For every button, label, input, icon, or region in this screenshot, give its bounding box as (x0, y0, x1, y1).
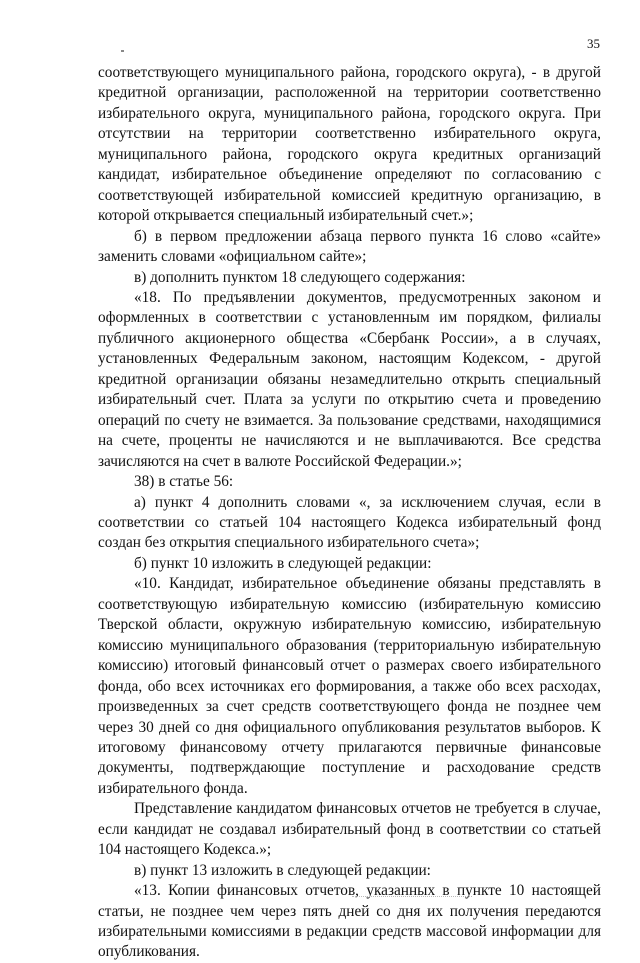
paragraph-item-a: а) пункт 4 дополнить словами «, за исключением случая, если в соответствии со статьей 104 настоящего Кодекса избирательный фонд создан без открытия специального избирательного счета»; (98, 493, 601, 552)
document-body (98, 63, 601, 963)
paragraph-point-10: «10. Кандидат, избирательное объединение обязаны представлять в соответствующую избирательную комиссию (избирательную комиссию Тверской области, окружную избирательную комиссию, избирательную комиссию муниципального образования (территориальную избирательную комиссию) итоговый финансовый отчет о размерах своего избирательного фонда, обо всех источниках его формирования, а также обо всех расходах, произведенных за счет средств соответствующего фонда не позднее чем через 30 дней со дня официального опубликования результатов выборов. К итоговому финансовому отчету прилагаются первичные финансовые документы, подтверждающие поступление и расходование средств избирательного фонда. (98, 575, 601, 797)
scan-artifact-line (352, 896, 472, 898)
paragraph-item-b: б) в первом предложении абзаца первого пункта 16 слово «сайте» заменить словами «официальном сайте»; (98, 227, 601, 266)
paragraph-continuation: соответствующего муниципального района, городского округа), - в другой кредитной организации, расположенной на территории соответственно избирательного округа, муниципального района, городского округа. При отсутствии на территории соответственно избирательного округа, муниципального района, городского округа кредитных организаций кандидат, избирательное объединение определяют по согласованию с соответствующей избирательной комиссией кредитную организацию, в которой открывается специальный избирательный счет.»; (98, 64, 601, 225)
paragraph-point-13: «13. Копии финансовых отчетов, указанных в пункте 10 настоящей статьи, не позднее чем через пять дней со дня их получения передаются избирательными комиссиями в редакции средств массовой информации для опубликования. (98, 882, 601, 961)
scan-artifact (121, 50, 124, 52)
paragraph-item-v: в) дополнить пунктом 18 следующего содержания: (134, 268, 466, 286)
paragraph-item-v-2: в) пункт 13 изложить в следующей редакции: (134, 861, 431, 879)
page-number: 35 (587, 36, 600, 51)
paragraph-item-b-2: б) пункт 10 изложить в следующей редакции: (134, 554, 432, 572)
paragraph-article-56: 38) в статье 56: (134, 473, 234, 491)
paragraph-point-18: «18. По предъявлении документов, предусмотренных законом и оформленных в соответствии с установленным им порядком, филиалы публичного акционерного общества «Сбербанк России», а в случаях, установленных Федеральным законом, настоящим Кодексом, - другой кредитной организации обязаны незамедлительно открыть специальный избирательный счет. Плата за услуги по открытию счета и проведению операций по счету не взимается. За пользование средствами, находящимися на счете, проценты не начисляются и не выплачиваются. Все средства зачисляются на счет в валюте Российской Федерации.»; (98, 288, 601, 470)
paragraph-financial-reports: Представление кандидатом финансовых отчетов не требуется в случае, если кандидат не создавал избирательный фонд в соответствии со статьей 104 настоящего Кодекса.»; (98, 800, 601, 859)
